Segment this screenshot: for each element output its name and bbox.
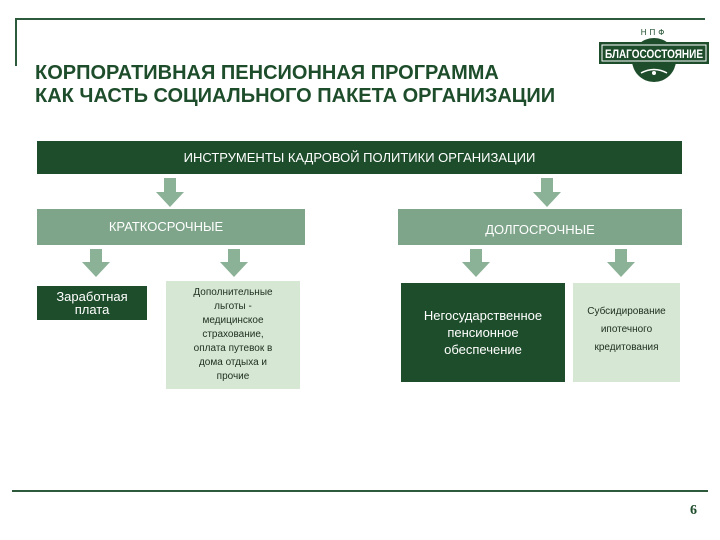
logo-top-text: НПФ xyxy=(640,28,668,37)
benefits-line: оплата путевок в xyxy=(193,343,273,354)
root-label: ИНСТРУМЕНТЫ КАДРОВОЙ ПОЛИТИКИ ОРГАНИЗАЦИИ xyxy=(183,150,536,165)
npf-logo xyxy=(599,18,709,82)
bottom-divider-line xyxy=(12,490,708,492)
benefits-line: страхование, xyxy=(202,329,264,340)
benefits-line: прочие xyxy=(216,371,250,382)
arrow-root-to-short-icon xyxy=(156,178,184,207)
arrow-to-salary-icon xyxy=(82,249,110,277)
benefits-line: дома отдыха и xyxy=(198,357,268,368)
page-number: 6 xyxy=(690,503,697,518)
benefits-line: Дополнительные xyxy=(193,287,273,298)
logo-main-text: БЛАГОСОСТОЯНИЕ xyxy=(605,47,703,61)
subsidy-line: ипотечного xyxy=(600,323,653,335)
salary-box xyxy=(37,286,147,320)
subsidy-line: кредитования xyxy=(594,341,659,353)
npo-line: пенсионное xyxy=(447,325,519,340)
subsidy-line: Субсидирование xyxy=(587,305,666,317)
npo-box xyxy=(401,283,565,382)
benefits-line: медицинское xyxy=(202,315,264,326)
arrow-to-npo-icon xyxy=(462,249,490,277)
long-term-label: ДОЛГОСРОЧНЫЕ xyxy=(485,221,595,237)
title-line-2: КАК ЧАСТЬ СОЦИАЛЬНОГО ПАКЕТА ОРГАНИЗАЦИИ xyxy=(35,85,556,107)
benefits-line: льготы - xyxy=(214,301,252,312)
npo-line: Негосударственное xyxy=(423,308,543,323)
npo-line: обеспечение xyxy=(444,342,522,357)
arrow-root-to-long-icon xyxy=(533,178,561,207)
benefits-box xyxy=(166,281,300,389)
title-line-1: КОРПОРАТИВНАЯ ПЕНСИОННАЯ ПРОГРАММА xyxy=(35,62,499,84)
left-accent-line xyxy=(15,18,17,66)
arrow-to-benefits-icon xyxy=(220,249,248,277)
long-term-box xyxy=(398,209,682,245)
short-term-box xyxy=(37,209,305,245)
salary-line-2: плата xyxy=(74,302,110,317)
arrow-to-subsidy-icon xyxy=(607,249,635,277)
slide-title xyxy=(35,62,635,108)
root-box xyxy=(37,141,682,174)
salary-line-1: Заработная xyxy=(56,289,128,304)
subsidy-box xyxy=(573,283,680,382)
short-term-label: КРАТКОСРОЧНЫЕ xyxy=(108,219,224,234)
